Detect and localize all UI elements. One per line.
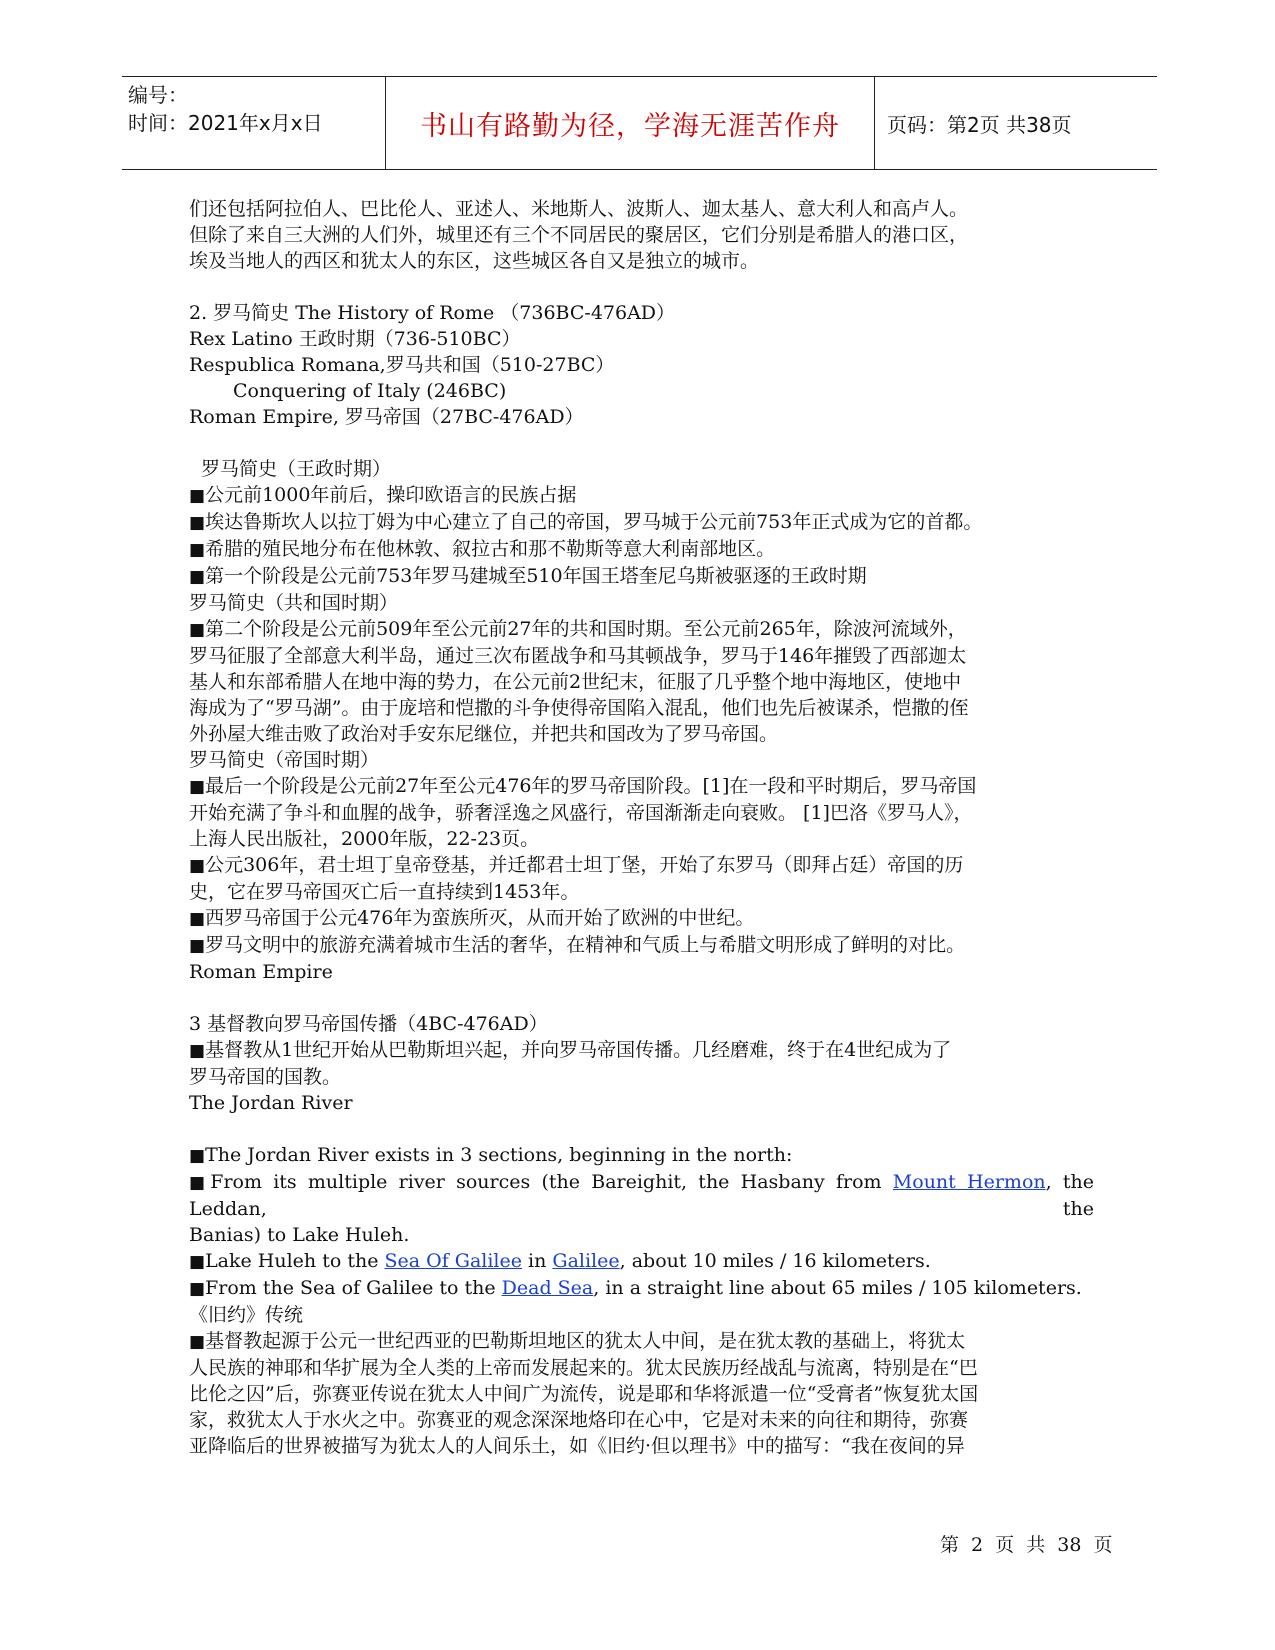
paragraph-line: 但除了来自三大洲的人们外，城里还有三个不同居民的聚居区，它们分别是希腊人的港口区，: [189, 224, 969, 246]
square-bullet-icon: ■: [189, 1332, 206, 1352]
timeline-subitem: Conquering of Italy (246BC): [233, 380, 507, 402]
link-mount-hermon[interactable]: Mount Hermon: [892, 1171, 1046, 1193]
caption: The Jordan River: [189, 1092, 353, 1114]
paragraph-line: 上海人民出版社，2000年版，22-23页。: [189, 828, 540, 850]
square-bullet-icon: ■: [189, 567, 206, 587]
square-bullet-icon: ■: [189, 1279, 206, 1299]
paragraph-line: 家，救犹太人于水火之中。弥赛亚的观念深深地烙印在心中，它是对未来的向往和期待，弥赛: [189, 1409, 969, 1431]
square-bullet-icon: ■: [189, 856, 206, 876]
square-bullet-icon: ■: [189, 540, 206, 560]
square-bullet-icon: ■: [189, 513, 206, 533]
subheading: 罗马简史（共和国时期）: [189, 592, 399, 614]
timeline-item: Respublica Romana,罗马共和国（510-27BC）: [189, 354, 615, 376]
bullet-item: ■埃达鲁斯坎人以拉丁姆为中心建立了自己的帝国，罗马城于公元前753年正式成为它的首都。: [189, 511, 983, 533]
number-label: 编号：: [128, 83, 188, 107]
bullet-item: ■罗马文明中的旅游充满着城市生活的奢华，在精神和气质上与希腊文明形成了鲜明的对比。: [189, 934, 966, 956]
bullet-item: ■公元前1000年前后，操印欧语言的民族占据: [189, 484, 577, 506]
paragraph-line: 埃及当地人的西区和犹太人的东区，这些城区各自又是独立的城市。: [189, 250, 760, 272]
page-header: [122, 76, 1157, 170]
bullet-item: ■第一个阶段是公元前753年罗马建城至510年国王塔奎尼乌斯被驱逐的王政时期: [189, 565, 867, 587]
bullet-item: ■最后一个阶段是公元前27年至公元476年的罗马帝国阶段。[1]在一段和平时期后，罗马帝国: [189, 775, 977, 797]
bullet-item: ■公元306年，君士坦丁皇帝登基，并迁都君士坦丁堡，开始了东罗马（即拜占廷）帝国的历: [189, 854, 964, 876]
paragraph-line: 开始充满了争斗和血腥的战争，骄奢淫逸之风盛行，帝国渐渐走向衰败。 [1]巴洛《罗马人》，: [189, 802, 973, 824]
bullet-item: ■希腊的殖民地分布在他林敦、叙拉古和那不勒斯等意大利南部地区。: [189, 538, 776, 560]
square-bullet-icon: ■: [189, 1252, 206, 1272]
caption: Roman Empire: [189, 961, 333, 983]
subheading: 《旧约》传统: [189, 1304, 304, 1326]
paragraph-line: 罗马帝国的国教。: [189, 1066, 342, 1088]
square-bullet-icon: ■: [189, 620, 206, 640]
time-label: 时间：2021年x月x日: [128, 111, 323, 135]
header-motto: 书山有路勤为径，学海无涯苦作舟: [386, 77, 875, 169]
bullet-item: ■From its multiple river sources (the Bareighit, the Hasbany from Mount Hermon, the Leddan, the: [189, 1171, 1095, 1220]
bullet-item: ■The Jordan River exists in 3 sections, beginning in the north:: [189, 1144, 793, 1166]
subheading: 罗马简史（帝国时期）: [189, 749, 380, 771]
paragraph-line: 人民族的神耶和华扩展为全人类的上帝而发展起来的。犹太民族历经战乱与流离，特别是在“巴: [189, 1357, 978, 1379]
bullet-item: ■基督教起源于公元一世纪西亚的巴勒斯坦地区的犹太人中间，是在犹太教的基础上，将犹太: [189, 1330, 966, 1352]
bullet-item: ■基督教从1世纪开始从巴勒斯坦兴起，并向罗马帝国传播。几经磨难，终于在4世纪成为了: [189, 1039, 952, 1061]
link-sea-of-galilee[interactable]: Sea Of Galilee: [384, 1250, 522, 1272]
square-bullet-icon: ■: [189, 777, 206, 797]
paragraph-line: 罗马征服了全部意大利半岛，通过三次布匿战争和马其顿战争，罗马于146年摧毁了西部迦太: [189, 645, 967, 667]
paragraph-line: 比伦之囚”后，弥赛亚传说在犹太人中间广为流传，说是耶和华将派遣一位“受膏者”恢复犹太国: [189, 1383, 979, 1405]
bullet-item: ■Lake Huleh to the Sea Of Galilee in Galilee, about 10 miles / 16 kilometers.: [189, 1250, 931, 1272]
subheading: 罗马简史（王政时期）: [201, 458, 392, 480]
square-bullet-icon: ■: [189, 1146, 206, 1166]
header-meta: [122, 77, 386, 169]
timeline-item: Roman Empire, 罗马帝国（27BC-476AD）: [189, 406, 584, 428]
timeline-item: Rex Latino 王政时期（736-510BC）: [189, 328, 521, 350]
paragraph-line: 们还包括阿拉伯人、巴比伦人、亚述人、米地斯人、波斯人、迦太基人、意大利人和高卢人。: [189, 198, 969, 220]
square-bullet-icon: ■: [189, 486, 206, 506]
square-bullet-icon: ■: [189, 1173, 211, 1193]
paragraph-line: 亚降临后的世界被描写为犹太人的人间乐土，如《旧约·但以理书》中的描写：“我在夜间的异: [189, 1435, 965, 1457]
square-bullet-icon: ■: [189, 936, 206, 956]
paragraph-line: 海成为了“罗马湖”。由于庞培和恺撒的斗争使得帝国陷入混乱，他们也先后被谋杀，恺撒的侄: [189, 697, 969, 719]
paragraph-line: Banias) to Lake Huleh.: [189, 1224, 410, 1246]
bullet-item: ■From the Sea of Galilee to the Dead Sea, in a straight line about 65 miles / 105 kilometers.: [189, 1277, 1082, 1299]
section-heading: 2. 罗马简史 The History of Rome （736BC-476AD）: [189, 302, 676, 324]
link-galilee[interactable]: Galilee: [552, 1250, 620, 1272]
paragraph-line: 外孙屋大维击败了政治对手安东尼继位，并把共和国改为了罗马帝国。: [189, 723, 779, 745]
section-heading: 3 基督教向罗马帝国传播（4BC-476AD）: [189, 1013, 548, 1035]
square-bullet-icon: ■: [189, 1041, 206, 1061]
paragraph-line: 史，它在罗马帝国灭亡后一直持续到1453年。: [189, 881, 580, 903]
link-dead-sea[interactable]: Dead Sea: [501, 1277, 594, 1299]
header-page-label: 页码：第2页 共38页: [887, 112, 1072, 137]
square-bullet-icon: ■: [189, 909, 206, 929]
bullet-item: ■第二个阶段是公元前509年至公元前27年的共和国时期。至公元前265年，除波河流域外，: [189, 618, 967, 640]
bullet-item: ■西罗马帝国于公元476年为蛮族所灭，从而开始了欧洲的中世纪。: [189, 907, 755, 929]
paragraph-line: 基人和东部希腊人在地中海的势力，在公元前2世纪末，征服了几乎整个地中海地区，使地中: [189, 671, 962, 693]
page-footer: 第 2 页 共 38 页: [940, 1534, 1113, 1556]
document-body: [189, 196, 1094, 1459]
